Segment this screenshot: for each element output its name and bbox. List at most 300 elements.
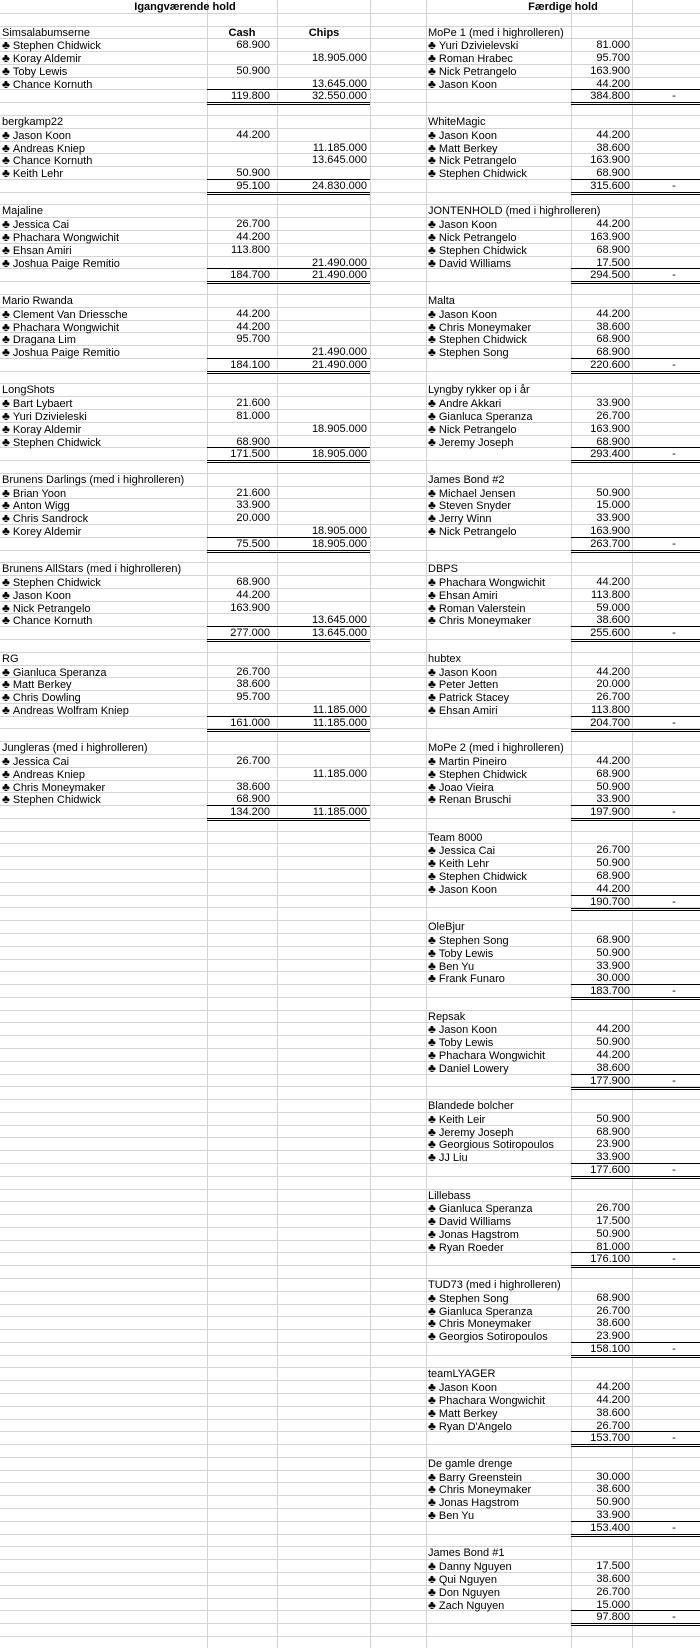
team-name: bergkamp22 [2, 116, 64, 128]
club-icon: ♣ [428, 1560, 436, 1573]
total-row-border [571, 895, 700, 911]
team-total-cash: 119.800 [231, 90, 270, 102]
finished-player-name [428, 614, 571, 627]
finished-team-name: JONTENHOLD (med i highrolleren) [428, 205, 601, 217]
player-chips: 13.645.000 [311, 614, 367, 626]
club-icon: ♣ [2, 410, 10, 423]
finished-player-cash: 163.900 [590, 525, 630, 537]
finished-player-name-text: Michael Jensen [438, 488, 516, 500]
player-name-text: Chance Kornuth [12, 79, 93, 91]
finished-player-name-text: Don Nguyen [438, 1587, 501, 1599]
club-icon: ♣ [428, 1496, 436, 1509]
club-icon: ♣ [428, 781, 436, 794]
club-icon: ♣ [428, 1202, 436, 1215]
club-icon: ♣ [428, 154, 436, 167]
finished-player-name-text: Jason Koon [438, 1024, 497, 1036]
total-row-border [571, 268, 700, 284]
club-icon: ♣ [428, 1381, 436, 1394]
finished-player-name [428, 1483, 571, 1496]
finished-player-name [428, 231, 571, 244]
club-icon: ♣ [428, 768, 436, 781]
finished-team-total: 153.700 [590, 1432, 630, 1444]
finished-team-total: 255.600 [590, 627, 630, 639]
finished-team-total: 176.100 [590, 1253, 630, 1265]
finished-player-name [428, 1292, 571, 1305]
club-icon: ♣ [428, 39, 436, 52]
club-icon: ♣ [428, 1317, 436, 1330]
finished-player-name [428, 410, 571, 423]
player-name [2, 614, 205, 627]
finished-player-cash: 163.900 [590, 154, 630, 166]
finished-player-name-text: Ehsan Amiri [438, 705, 498, 717]
team-name: RG [2, 653, 19, 665]
finished-player-name [428, 257, 571, 270]
club-icon: ♣ [428, 614, 436, 627]
club-icon: ♣ [428, 793, 436, 806]
finished-player-name [428, 423, 571, 436]
finished-player-cash: 163.900 [590, 423, 630, 435]
player-name-text: Phachara Wongwichit [12, 232, 120, 244]
total-row-border [571, 805, 700, 821]
player-cash: 20.000 [236, 512, 270, 524]
club-icon: ♣ [428, 231, 436, 244]
team-name: LongShots [2, 384, 55, 396]
player-name-text: Gianluca Speranza [12, 667, 107, 679]
finished-player-cash: 68.900 [596, 1126, 630, 1138]
club-icon: ♣ [2, 423, 10, 436]
team-name: Majaline [2, 205, 43, 217]
finished-team-name: DBPS [428, 563, 458, 575]
player-name-text: Keith Lehr [12, 168, 64, 180]
club-icon: ♣ [428, 1509, 436, 1522]
team-total-cash: 184.700 [230, 269, 270, 281]
finished-player-cash: 23.900 [596, 1330, 630, 1342]
finished-player-name-text: Chris Moneymaker [438, 1318, 532, 1330]
finished-player-name-text: Jason Koon [438, 79, 497, 91]
player-name-text: Chris Sandrock [12, 513, 89, 525]
finished-player-name [428, 1215, 571, 1228]
finished-player-cash: 50.900 [596, 1036, 630, 1048]
finished-player-name-text: David Williams [438, 1216, 511, 1228]
total-row-border [571, 1342, 700, 1358]
club-icon: ♣ [2, 142, 10, 155]
player-cash: 44.200 [236, 321, 270, 333]
player-cash: 21.600 [236, 487, 270, 499]
finished-player-name [428, 39, 571, 52]
finished-player-name [428, 244, 571, 257]
finished-player-cash: 15.000 [596, 1599, 630, 1611]
club-icon: ♣ [2, 704, 10, 717]
club-icon: ♣ [2, 52, 10, 65]
finished-player-name-text: Steven Snyder [438, 500, 512, 512]
player-chips: 11.185.000 [312, 142, 367, 154]
total-row-border [207, 716, 370, 732]
finished-player-name-text: Jeremy Joseph [438, 1127, 514, 1139]
finished-player-cash: 163.900 [590, 65, 630, 77]
finished-player-name-text: Toby Lewis [438, 1037, 494, 1049]
club-icon: ♣ [428, 1049, 436, 1062]
player-name [2, 768, 205, 781]
club-icon: ♣ [2, 257, 10, 270]
finished-player-name-text: Nick Petrangelo [438, 66, 517, 78]
finished-player-cash: 81.000 [596, 39, 630, 51]
player-name [2, 397, 205, 410]
club-icon: ♣ [428, 934, 436, 947]
team-name: Jungleras (med i highrolleren) [2, 742, 148, 754]
finished-player-name-text: Andre Akkari [438, 398, 502, 410]
player-name-text: Brian Yoon [12, 488, 67, 500]
finished-player-name [428, 1330, 571, 1343]
player-name-text: Clement Van Driessche [12, 309, 128, 321]
finished-player-cash: 68.900 [596, 244, 630, 256]
player-name [2, 65, 205, 78]
finished-player-name-text: Stephen Song [438, 1293, 509, 1305]
left-section-title: Igangværende hold [134, 1, 236, 13]
club-icon: ♣ [2, 614, 10, 627]
finished-player-name-text: Chris Moneymaker [438, 322, 532, 334]
total-row-border [571, 358, 700, 374]
team-total-cash: 95.100 [236, 180, 270, 192]
club-icon: ♣ [428, 1483, 436, 1496]
player-cash: 68.900 [236, 436, 270, 448]
player-name [2, 499, 205, 512]
player-cash: 26.700 [236, 755, 270, 767]
finished-player-name [428, 870, 571, 883]
club-icon: ♣ [428, 333, 436, 346]
player-name-text: Koray Aldemir [12, 53, 82, 65]
club-icon: ♣ [2, 78, 10, 91]
club-icon: ♣ [2, 39, 10, 52]
finished-team-name: Lyngby rykker op i år [428, 384, 530, 396]
finished-team-total: 183.700 [590, 985, 630, 997]
finished-player-name [428, 1113, 571, 1126]
finished-player-name-text: Phachara Wongwichit [438, 1395, 546, 1407]
club-icon: ♣ [428, 1573, 436, 1586]
finished-player-cash: 38.600 [596, 1062, 630, 1074]
finished-player-name-text: Stephen Chidwick [438, 871, 527, 883]
finished-team-name: MoPe 1 (med i highrolleren) [428, 27, 564, 39]
player-cash: 44.200 [236, 308, 270, 320]
club-icon: ♣ [428, 666, 436, 679]
team-total-cash: 277.000 [230, 627, 270, 639]
finished-player-name-text: Joao Vieira [438, 782, 494, 794]
finished-team-mark: - [672, 269, 676, 281]
finished-player-cash: 38.600 [596, 142, 630, 154]
finished-player-name [428, 755, 571, 768]
finished-player-name-text: Roman Hrabec [438, 53, 513, 65]
player-name [2, 167, 205, 180]
finished-team-mark: - [672, 717, 676, 729]
team-name: Brunens AllStars (med i highrolleren) [2, 563, 182, 575]
club-icon: ♣ [2, 333, 10, 346]
finished-team-total: 220.600 [590, 359, 630, 371]
finished-team-name: OleBjur [428, 921, 465, 933]
finished-player-name-text: Frank Funaro [438, 973, 505, 985]
finished-player-cash: 59.000 [596, 602, 630, 614]
player-chips: 11.185.000 [312, 704, 367, 716]
player-name [2, 218, 205, 231]
player-name-text: Stephen Chidwick [12, 40, 101, 52]
team-name: Simsalabumserne [2, 27, 91, 39]
finished-player-name-text: Gianluca Speranza [438, 1306, 533, 1318]
finished-player-cash: 33.900 [596, 1151, 630, 1163]
finished-player-name-text: Martin Pineiro [438, 756, 507, 768]
club-icon: ♣ [2, 512, 10, 525]
club-icon: ♣ [2, 167, 10, 180]
finished-player-name-text: Zach Nguyen [438, 1600, 505, 1612]
finished-player-name-text: Ben Yu [438, 1510, 475, 1522]
finished-player-cash: 68.900 [596, 768, 630, 780]
club-icon: ♣ [428, 487, 436, 500]
finished-team-total: 293.400 [590, 448, 630, 460]
club-icon: ♣ [428, 1394, 436, 1407]
club-icon: ♣ [428, 321, 436, 334]
club-icon: ♣ [2, 231, 10, 244]
finished-player-cash: 44.200 [596, 78, 630, 90]
player-cash: 163.900 [230, 602, 270, 614]
player-name [2, 678, 205, 691]
player-name-text: Joshua Paige Remitio [12, 258, 120, 270]
finished-team-mark: - [672, 1611, 676, 1623]
finished-team-mark: - [672, 90, 676, 102]
club-icon: ♣ [428, 512, 436, 525]
team-total-chips: 32.550.000 [311, 90, 367, 102]
finished-player-name [428, 947, 571, 960]
finished-player-name [428, 678, 571, 691]
total-row-border [571, 1431, 700, 1447]
finished-player-name-text: Renan Bruschi [438, 794, 512, 806]
club-icon: ♣ [428, 755, 436, 768]
club-icon: ♣ [428, 78, 436, 91]
finished-team-mark: - [672, 896, 676, 908]
club-icon: ♣ [428, 129, 436, 142]
finished-player-cash: 26.700 [596, 410, 630, 422]
club-icon: ♣ [428, 1305, 436, 1318]
player-name-text: Stephen Chidwick [12, 794, 101, 806]
finished-team-name: De gamle drenge [428, 1458, 513, 1470]
finished-player-name [428, 768, 571, 781]
finished-player-name [428, 52, 571, 65]
team-total-cash: 171.500 [230, 448, 270, 460]
player-name [2, 410, 205, 423]
club-icon: ♣ [2, 678, 10, 691]
club-icon: ♣ [2, 691, 10, 704]
finished-player-cash: 44.200 [596, 883, 630, 895]
player-name-text: Chris Moneymaker [12, 782, 106, 794]
finished-player-cash: 38.600 [596, 1317, 630, 1329]
player-chips: 13.645.000 [311, 154, 367, 166]
finished-team-name: Team 8000 [428, 832, 483, 844]
finished-player-cash: 68.900 [596, 346, 630, 358]
player-name-text: Jason Koon [12, 130, 71, 142]
player-cash: 95.700 [236, 691, 270, 703]
player-cash: 50.900 [236, 167, 270, 179]
finished-player-name-text: Patrick Stacey [438, 692, 510, 704]
finished-player-cash: 68.900 [596, 1292, 630, 1304]
finished-player-name-text: Yuri Dzivielevski [438, 40, 519, 52]
finished-player-cash: 15.000 [596, 499, 630, 511]
finished-team-name: Repsak [428, 1011, 466, 1023]
finished-player-name-text: Jason Koon [438, 219, 497, 231]
finished-player-name-text: Roman Valerstein [438, 603, 526, 615]
finished-player-cash: 163.900 [590, 231, 630, 243]
finished-team-name: James Bond #1 [428, 1547, 505, 1559]
club-icon: ♣ [2, 129, 10, 142]
finished-team-total: 177.900 [590, 1075, 630, 1087]
finished-player-name-text: David Williams [438, 258, 511, 270]
player-name [2, 154, 205, 167]
player-name [2, 525, 205, 538]
cash-column-header: Cash [228, 27, 256, 39]
finished-player-name [428, 1407, 571, 1420]
finished-player-name [428, 1202, 571, 1215]
player-name [2, 346, 205, 359]
team-total-chips: 18.905.000 [311, 448, 367, 460]
finished-player-cash: 50.900 [596, 1496, 630, 1508]
finished-player-cash: 44.200 [596, 218, 630, 230]
player-name [2, 755, 205, 768]
player-name [2, 333, 205, 346]
finished-team-name: WhiteMagic [428, 116, 486, 128]
club-icon: ♣ [428, 1471, 436, 1484]
finished-player-name [428, 167, 571, 180]
club-icon: ♣ [2, 218, 10, 231]
club-icon: ♣ [428, 1330, 436, 1343]
finished-player-name-text: Chris Moneymaker [438, 1484, 532, 1496]
total-row-border [571, 626, 700, 642]
finished-player-cash: 50.900 [596, 781, 630, 793]
finished-player-cash: 20.000 [596, 678, 630, 690]
finished-team-name: James Bond #2 [428, 474, 505, 486]
player-name-text: Phachara Wongwichit [12, 322, 120, 334]
club-icon: ♣ [428, 1036, 436, 1049]
player-cash: 68.900 [236, 793, 270, 805]
finished-team-mark: - [672, 1164, 676, 1176]
finished-player-cash: 50.900 [596, 1113, 630, 1125]
finished-player-name-text: Stephen Chidwick [438, 769, 527, 781]
finished-team-name: MoPe 2 (med i highrolleren) [428, 742, 564, 754]
club-icon: ♣ [428, 52, 436, 65]
club-icon: ♣ [2, 793, 10, 806]
club-icon: ♣ [2, 244, 10, 257]
finished-player-cash: 38.600 [596, 1407, 630, 1419]
finished-player-name-text: Georgios Sotiropoulos [438, 1331, 548, 1343]
player-cash: 26.700 [236, 666, 270, 678]
club-icon: ♣ [428, 1151, 436, 1164]
club-icon: ♣ [2, 525, 10, 538]
finished-player-name [428, 1317, 571, 1330]
finished-team-mark: - [672, 985, 676, 997]
finished-player-name [428, 1049, 571, 1062]
team-total-chips: 13.645.000 [311, 627, 367, 639]
finished-player-name-text: Jason Koon [438, 667, 497, 679]
finished-team-total: 204.700 [590, 717, 630, 729]
club-icon: ♣ [428, 602, 436, 615]
finished-player-name [428, 346, 571, 359]
finished-player-name [428, 512, 571, 525]
player-cash: 68.900 [236, 39, 270, 51]
player-name [2, 436, 205, 449]
finished-team-total: 315.600 [590, 180, 630, 192]
finished-player-cash: 44.200 [596, 755, 630, 767]
club-icon: ♣ [428, 244, 436, 257]
player-name-text: Stephen Chidwick [12, 577, 101, 589]
player-cash: 44.200 [236, 231, 270, 243]
total-row-border [571, 716, 700, 732]
finished-player-name-text: Qui Nguyen [438, 1574, 497, 1586]
team-total-chips: 18.905.000 [311, 538, 367, 550]
finished-player-cash: 44.200 [596, 666, 630, 678]
finished-player-name-text: Nick Petrangelo [438, 232, 517, 244]
player-name-text: Chance Kornuth [12, 615, 93, 627]
player-name-text: Ehsan Amiri [12, 245, 72, 257]
club-icon: ♣ [428, 1023, 436, 1036]
finished-team-name: Lillebass [428, 1190, 471, 1202]
player-name-text: Jessica Cai [12, 219, 70, 231]
finished-team-name: Blandede bolcher [428, 1100, 514, 1112]
finished-player-name [428, 1509, 571, 1522]
finished-team-mark: - [672, 1075, 676, 1087]
finished-player-name-text: Nick Petrangelo [438, 155, 517, 167]
finished-team-mark: - [672, 1343, 676, 1355]
club-icon: ♣ [2, 602, 10, 615]
finished-player-name [428, 691, 571, 704]
finished-player-name-text: Toby Lewis [438, 948, 494, 960]
player-cash: 38.600 [236, 781, 270, 793]
finished-player-name [428, 1138, 571, 1151]
finished-player-name [428, 525, 571, 538]
finished-player-name-text: Stephen Chidwick [438, 245, 527, 257]
player-name [2, 244, 205, 257]
player-name-text: Chance Kornuth [12, 155, 93, 167]
player-chips: 13.645.000 [311, 78, 367, 90]
total-row-border [571, 89, 700, 105]
finished-player-name-text: Jason Koon [438, 884, 497, 896]
club-icon: ♣ [2, 781, 10, 794]
finished-player-name-text: Ryan D'Angelo [438, 1421, 512, 1433]
finished-player-cash: 26.700 [596, 691, 630, 703]
finished-player-name-text: Jerry Winn [438, 513, 492, 525]
finished-player-name [428, 1496, 571, 1509]
finished-player-name [428, 218, 571, 231]
player-name-text: Chris Dowling [12, 692, 81, 704]
player-name-text: Jessica Cai [12, 756, 70, 768]
finished-player-name-text: Jessica Cai [438, 845, 496, 857]
player-name [2, 231, 205, 244]
finished-player-name-text: Keith Lehr [438, 858, 490, 870]
finished-player-name [428, 576, 571, 589]
finished-player-cash: 44.200 [596, 129, 630, 141]
finished-player-name [428, 1241, 571, 1254]
player-chips: 18.905.000 [311, 525, 367, 537]
finished-player-name-text: Barry Greenstein [438, 1472, 523, 1484]
club-icon: ♣ [428, 1407, 436, 1420]
player-name-text: Nick Petrangelo [12, 603, 91, 615]
player-name-text: Anton Wigg [12, 500, 70, 512]
club-icon: ♣ [428, 346, 436, 359]
club-icon: ♣ [428, 947, 436, 960]
finished-team-name: TUD73 (med i highrolleren) [428, 1279, 561, 1291]
finished-player-name [428, 129, 571, 142]
team-total-cash: 161.000 [230, 717, 270, 729]
player-name-text: Matt Berkey [12, 679, 72, 691]
finished-player-cash: 17.500 [596, 1215, 630, 1227]
team-total-chips: 11.185.000 [312, 717, 367, 729]
club-icon: ♣ [2, 589, 10, 602]
total-row-border [207, 179, 370, 195]
finished-team-total: 158.100 [590, 1343, 630, 1355]
finished-player-name [428, 934, 571, 947]
